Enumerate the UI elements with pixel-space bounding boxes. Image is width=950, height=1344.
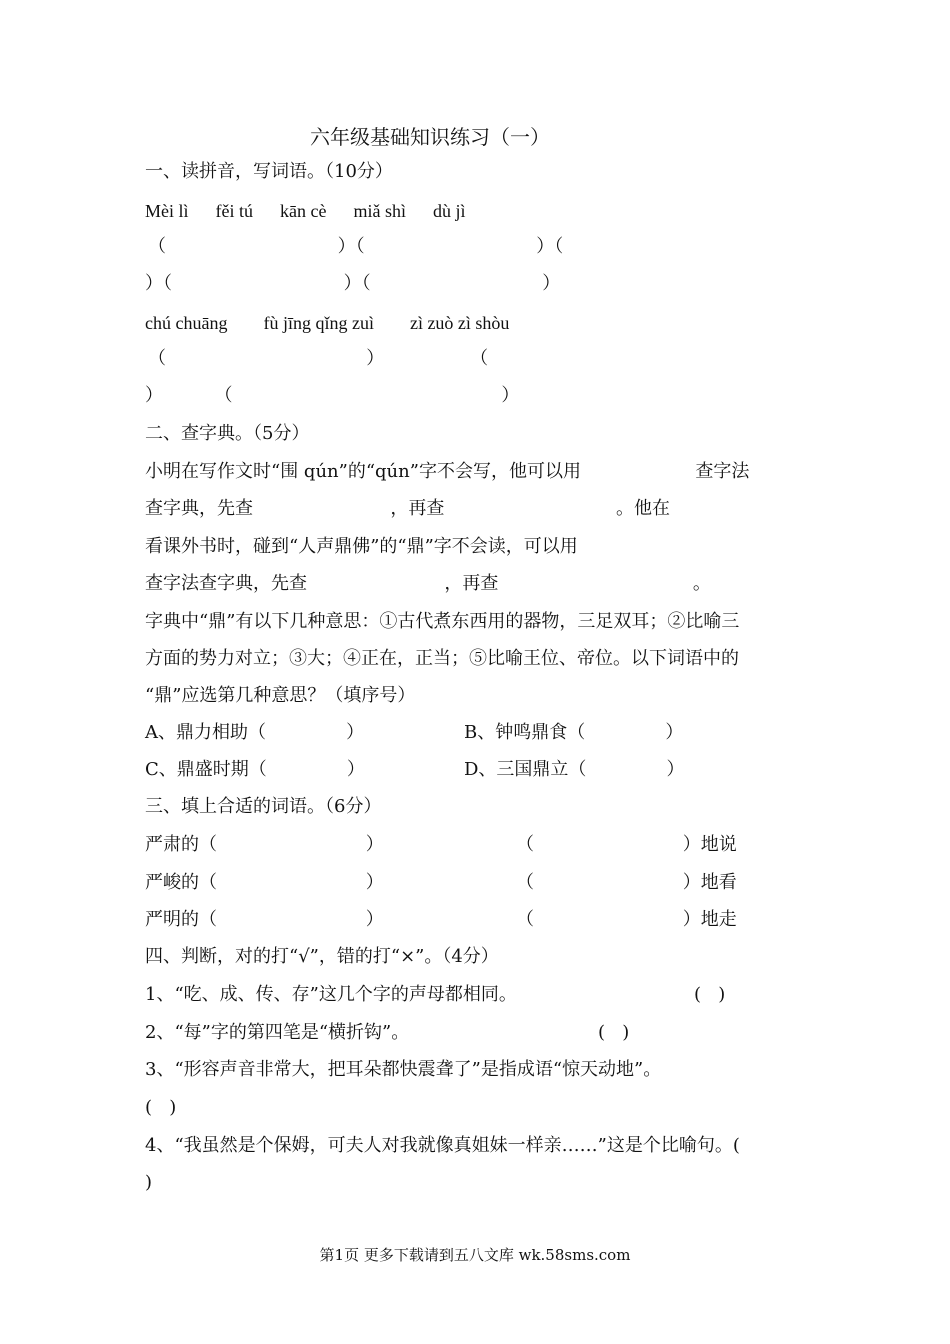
- answer-blanks-1a: （ ）（ ）（: [148, 236, 564, 257]
- pinyin-line-2: chú chuāng fù jīng qǐng zuì zì zuò zì shòu: [145, 313, 510, 333]
- section-2-line-1: 小明在写作文时“围 qún”的“qún”字不会写，他可以用 查字法: [145, 461, 750, 482]
- judge-mark-3: ( ): [145, 1097, 177, 1118]
- judge-question-2: 2、“每”字的第四笔是“横折钩”。: [145, 1022, 410, 1043]
- fill-row-3-right: （ ）地走: [516, 909, 737, 930]
- section-2-line-2: 查字典，先查 ，再查 。他在: [145, 498, 670, 519]
- answer-blanks-2a: （ ） （: [148, 348, 489, 369]
- section-2-line-5: 字典中“鼎”有以下几种意思：①古代煮东西用的器物，三足双耳；②比喻三: [145, 611, 740, 632]
- option-b: B、钟鸣鼎食（ ）: [464, 722, 684, 743]
- judge-mark-1: ( ): [694, 984, 726, 1005]
- judge-question-3: 3、“形容声音非常大，把耳朵都快震聋了”是指成语“惊天动地”。: [145, 1059, 662, 1080]
- fill-row-2-left: 严峻的（ ）: [145, 872, 384, 893]
- answer-blanks-1b: ）（ ）（ ）: [145, 273, 561, 294]
- section-4-heading: 四、判断，对的打“√”，错的打“×”。（4分）: [145, 946, 499, 967]
- section-3-heading: 三、填上合适的词语。（6分）: [145, 796, 382, 817]
- page-title: 六年级基础知识练习（一）: [310, 125, 550, 149]
- section-2-line-4: 查字法查字典，先查 ，再查 。: [145, 573, 711, 594]
- judge-mark-2: ( ): [598, 1022, 630, 1043]
- judge-mark-4: ): [145, 1172, 153, 1193]
- judge-question-1: 1、“吃、成、传、存”这几个字的声母都相同。: [145, 984, 517, 1005]
- option-c: C、鼎盛时期（ ）: [145, 759, 365, 780]
- fill-row-3-left: 严明的（ ）: [145, 909, 384, 930]
- answer-blanks-2b: ） （ ）: [145, 385, 520, 406]
- section-2-line-7: “鼎”应选第几种意思？（填序号）: [145, 685, 416, 706]
- pinyin-line-1: Mèi lì fěi tú kān cè miǎ shì dù jì: [145, 201, 466, 221]
- option-a: A、鼎力相助（ ）: [145, 722, 365, 743]
- judge-question-4: 4、“我虽然是个保姆，可夫人对我就像真姐妹一样亲……”这是个比喻句。(: [145, 1135, 740, 1156]
- section-2-line-3: 看课外书时，碰到“人声鼎佛”的“鼎”字不会读，可以用: [145, 536, 578, 557]
- fill-row-1-right: （ ）地说: [516, 834, 737, 855]
- section-2-heading: 二、查字典。（5分）: [145, 423, 310, 444]
- section-1-heading: 一、读拼音，写词语。（10分）: [145, 161, 393, 182]
- option-d: D、三国鼎立（ ）: [464, 759, 685, 780]
- section-2-line-6: 方面的势力对立；③大；④正在，正当；⑤比喻王位、帝位。以下词语中的: [145, 648, 739, 669]
- fill-row-2-right: （ ）地看: [516, 872, 737, 893]
- fill-row-1-left: 严肃的（ ）: [145, 834, 384, 855]
- page-footer: 第1页 更多下载请到五八文库 wk.58sms.com: [319, 1246, 631, 1264]
